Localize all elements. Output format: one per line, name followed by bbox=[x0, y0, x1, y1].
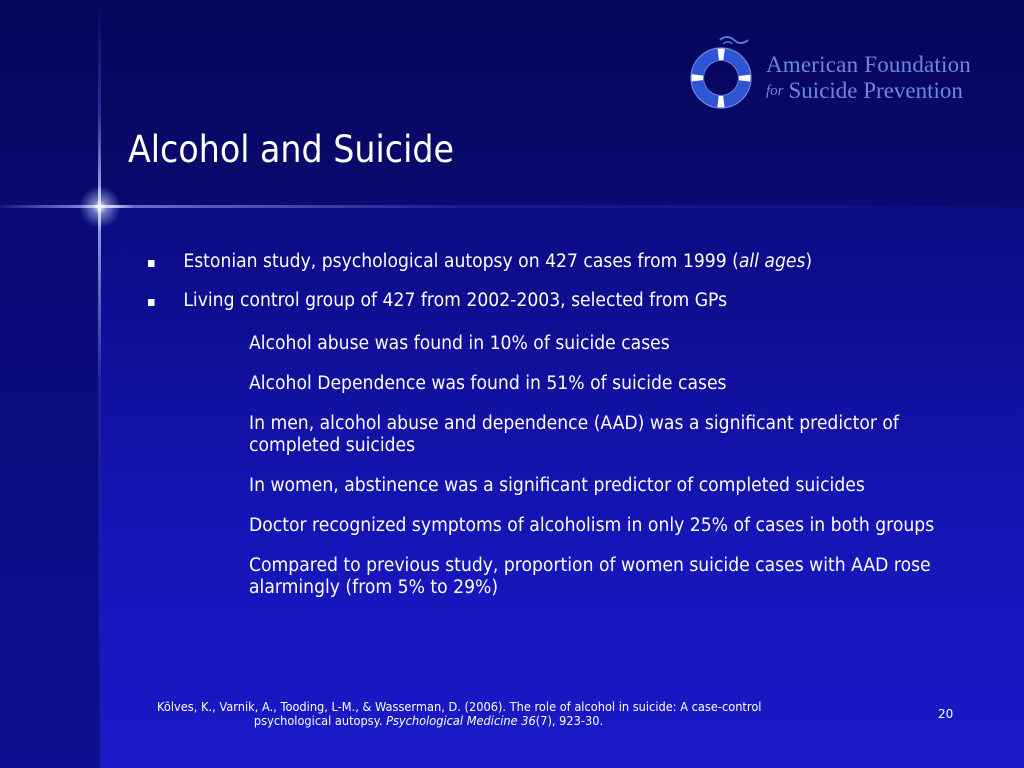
left-strip bbox=[0, 207, 100, 768]
subpoint-list bbox=[249, 333, 979, 617]
citation-issue: (7), 923-30. bbox=[535, 714, 604, 728]
page-number: 20 bbox=[938, 707, 954, 721]
logo-text-line2 bbox=[766, 78, 963, 104]
afsp-logo bbox=[690, 34, 1010, 110]
bullet-emphasis: all ages bbox=[738, 251, 806, 272]
bullet-item bbox=[148, 289, 948, 313]
subpoint: Compared to previous study, proportion of women suicide cases with AAD rose alarmingly (from 5% to 29%) bbox=[249, 555, 931, 598]
subpoint: Alcohol abuse was found in 10% of suicide cases bbox=[249, 333, 670, 354]
citation bbox=[157, 700, 813, 728]
logo-text-line1: American Foundation bbox=[766, 52, 972, 77]
bullet-text-end: ) bbox=[805, 251, 813, 272]
citation-line1: Kõlves, K., Varnik, A., Tooding, L-M., & Wasserman, D. (2006). The role of alcohol in suicide: A case-control bbox=[157, 700, 762, 714]
citation-journal: Psychological Medicine 36 bbox=[386, 714, 536, 728]
vertical-light-line bbox=[98, 0, 101, 768]
subpoint: Doctor recognized symptoms of alcoholism in only 25% of cases in both groups bbox=[249, 515, 935, 536]
bullet-text: Living control group of 427 from 2002-2003, selected from GPs bbox=[183, 290, 728, 311]
slide-title: Alcohol and Suicide bbox=[128, 128, 454, 171]
bullet-text: Estonian study, psychological autopsy on 427 cases from 1999 ( bbox=[183, 251, 739, 272]
logo-for-text: for bbox=[766, 83, 784, 99]
subpoint: In women, abstinence was a significant predictor of completed suicides bbox=[249, 475, 865, 496]
logo-suicide-prevention-text: Suicide Prevention bbox=[788, 78, 963, 103]
citation-line2 bbox=[157, 714, 813, 728]
bullet-list bbox=[148, 250, 1008, 328]
bullet-item bbox=[148, 250, 948, 274]
subpoint: Alcohol Dependence was found in 51% of suicide cases bbox=[249, 373, 727, 394]
light-flare bbox=[79, 186, 121, 228]
square-bullet-icon bbox=[148, 260, 155, 267]
square-bullet-icon bbox=[148, 299, 155, 306]
life-ring-icon bbox=[690, 34, 754, 110]
subpoint: In men, alcohol abuse and dependence (AAD) was a significant predictor of completed suicides bbox=[249, 413, 899, 456]
citation-text: psychological autopsy. bbox=[253, 714, 387, 728]
horizontal-light-line bbox=[0, 205, 1024, 208]
